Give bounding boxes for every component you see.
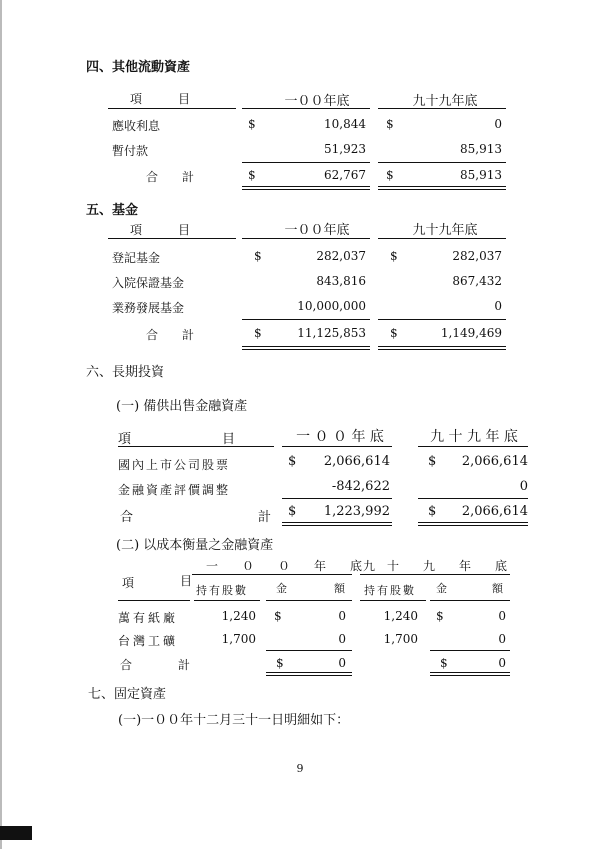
s4-row-dollar: $ (248, 117, 256, 131)
s6-sub2-header-rule (430, 600, 510, 601)
s5-header-rule (242, 238, 370, 239)
s6-sub1-row-dollar: $ (288, 454, 297, 469)
s6-sub2-row-shares-col2: 1,240 (383, 609, 418, 623)
s6-sub2-total-dollar: $ (276, 656, 284, 670)
s4-row-value-col1: 51,923 (324, 142, 366, 156)
s5-total-dollar: $ (390, 326, 398, 340)
s6-sub2-total-amount-col1: 0 (338, 656, 346, 670)
s6-sub2-total-double-rule (266, 672, 352, 676)
s6-sub2-header-rule (266, 600, 352, 601)
s6-sub1-total-value-col1: 1,223,992 (323, 504, 390, 519)
s5-header-col2: 九十九年底 (412, 223, 478, 238)
s6-sub1-total-label: 計 (258, 510, 272, 525)
s6-sub2-header-rule (360, 574, 510, 575)
s4-header-rule (108, 108, 236, 109)
s6-sub2-total-label: 計 (178, 658, 191, 672)
s6-sub2-header-rule (118, 600, 190, 601)
s5-row-value-col2: 0 (494, 299, 502, 313)
s6-sub2-header-shares: 持有股數 (364, 584, 416, 597)
page-number: 9 (296, 762, 304, 775)
s6-sub2-row-dollar: $ (436, 609, 444, 623)
s6-sub1-total-dollar: $ (288, 504, 297, 519)
s6-sub2-row-shares-col1: 1,240 (221, 609, 256, 623)
s6-sub2-header-amount: 額 (492, 582, 503, 595)
s6-sub1-row-label: 金融資產評價調整 (118, 483, 231, 497)
s6-sub2-total-amount-col2: 0 (498, 656, 506, 670)
s6-sub1-header-rule (118, 446, 274, 447)
s5-row-value-col2: 867,432 (452, 274, 502, 288)
s5-header-item: 項 目 (130, 223, 191, 237)
s4-row-dollar: $ (386, 117, 394, 131)
s5-header-col1: 一００年底 (284, 223, 350, 238)
s4-row-value-col2: 0 (494, 117, 502, 131)
s5-row-value-col2: 282,037 (452, 249, 502, 263)
s6-sub2-header-item: 目 (180, 574, 193, 588)
s6-sub1-subtotal-rule (418, 498, 528, 499)
s6-sub2-header-rule (192, 574, 352, 575)
scan-edge (0, 0, 2, 849)
s6-sub2-row-amount-col2: 0 (498, 632, 506, 646)
s6-sub2-row-amount-col1: 0 (338, 632, 346, 646)
s6-sub1-total-double-rule (418, 522, 528, 526)
s5-total-value-col1: 11,125,853 (297, 326, 366, 340)
s4-row-label: 應收利息 (112, 119, 161, 133)
section-4-title: 四、其他流動資產 (86, 60, 191, 75)
s6-sub2-header-rule (360, 600, 426, 601)
s6-sub2-title: (二) 以成本衡量之金融資產 (116, 538, 274, 553)
s6-sub2-header-rule (194, 600, 260, 601)
s6-sub2-header-item: 項 (122, 576, 135, 590)
s5-row-dollar: $ (390, 249, 398, 263)
s6-sub1-total-double-rule (282, 522, 392, 526)
scan-mark (0, 826, 32, 840)
s6-sub2-row-dollar: $ (274, 609, 282, 623)
s6-sub2-row-shares-col1: 1,700 (221, 632, 256, 646)
s4-row-value-col1: 10,844 (324, 117, 366, 131)
s5-total-label: 合 計 (146, 328, 195, 342)
section-5-title: 五、基金 (86, 203, 139, 218)
s6-sub2-row-label: 萬有紙廠 (118, 611, 179, 625)
s4-row-label: 暫付款 (112, 144, 149, 158)
s6-sub2-header-col1: 一 ０ ０ 年 底 (206, 559, 363, 573)
s6-sub2-header-amount: 金 (276, 582, 287, 595)
s6-sub1-header-col1: 一 ０ ０ 年 底 (296, 429, 384, 445)
s6-sub2-total-label: 合 (120, 658, 133, 672)
s6-sub1-row-label: 國內上市公司股票 (118, 458, 231, 472)
s5-header-rule (378, 238, 506, 239)
section-7-title: 七、固定資產 (88, 687, 167, 702)
s6-sub1-title: (一) 備供出售金融資產 (116, 399, 248, 414)
s5-total-dollar: $ (254, 326, 262, 340)
s6-sub2-total-double-rule (430, 672, 510, 676)
s6-sub1-header-item: 項 目 (118, 432, 236, 447)
s6-sub2-row-amount-col1: 0 (338, 609, 346, 623)
s6-sub2-header-col2: 九 十 九 年 底 (362, 559, 507, 573)
s6-sub1-row-dollar: $ (428, 454, 437, 469)
s5-row-label: 登記基金 (112, 251, 161, 265)
s4-header-item: 項 目 (130, 92, 191, 106)
s5-header-rule (108, 238, 236, 239)
s6-sub1-row-value-col2: 2,066,614 (461, 454, 528, 469)
s5-total-double-rule (242, 346, 370, 350)
s4-total-dollar: $ (386, 168, 394, 182)
s6-sub2-subtotal-rule (266, 650, 352, 651)
s6-sub1-header-rule (418, 446, 528, 447)
s4-header-col1: 一００年底 (284, 94, 350, 109)
s6-sub2-header-shares: 持有股數 (196, 584, 248, 597)
s6-sub2-total-dollar: $ (440, 656, 448, 670)
s4-header-rule (378, 108, 506, 109)
s4-header-rule (242, 108, 370, 109)
s5-total-double-rule (378, 346, 506, 350)
s5-row-label: 入院保證基金 (112, 276, 185, 290)
s5-total-value-col2: 1,149,469 (440, 326, 502, 340)
s5-subtotal-rule (378, 319, 506, 320)
s6-sub1-row-value-col1: -842,622 (331, 479, 390, 494)
s4-subtotal-rule (378, 162, 506, 163)
s6-sub1-header-col2: 九 十 九 年 底 (430, 429, 518, 445)
s6-sub2-row-shares-col2: 1,700 (383, 632, 418, 646)
s5-row-value-col1: 10,000,000 (297, 299, 366, 313)
s5-row-value-col1: 282,037 (316, 249, 366, 263)
s5-row-value-col1: 843,816 (316, 274, 366, 288)
s6-sub1-row-value-col1: 2,066,614 (323, 454, 390, 469)
s4-total-value-col1: 62,767 (324, 168, 366, 182)
s5-subtotal-rule (242, 319, 370, 320)
s4-total-label: 合 計 (146, 170, 195, 184)
s6-sub1-row-value-col2: 0 (519, 479, 528, 494)
s6-sub2-header-amount: 額 (334, 582, 345, 595)
s4-total-double-rule (378, 186, 506, 190)
s6-sub2-row-label: 台灣工礦 (118, 634, 179, 648)
s4-total-double-rule (242, 186, 370, 190)
s6-sub1-total-dollar: $ (428, 504, 437, 519)
s7-sub1-title: (一)一００年十二月三十一日明細如下： (118, 713, 350, 728)
s4-subtotal-rule (242, 162, 370, 163)
section-6-title: 六、長期投資 (86, 365, 165, 380)
s6-sub1-header-rule (282, 446, 392, 447)
s4-total-value-col2: 85,913 (460, 168, 502, 182)
s4-row-value-col2: 85,913 (460, 142, 502, 156)
s4-header-col2: 九十九年底 (412, 94, 478, 109)
s6-sub1-subtotal-rule (282, 498, 392, 499)
s6-sub1-total-label: 合 (120, 510, 134, 525)
s6-sub2-row-amount-col2: 0 (498, 609, 506, 623)
s4-total-dollar: $ (248, 168, 256, 182)
s5-row-label: 業務發展基金 (112, 301, 185, 315)
s6-sub2-subtotal-rule (430, 650, 510, 651)
s6-sub2-header-amount: 金 (436, 582, 447, 595)
s5-row-dollar: $ (254, 249, 262, 263)
s6-sub1-total-value-col2: 2,066,614 (461, 504, 528, 519)
